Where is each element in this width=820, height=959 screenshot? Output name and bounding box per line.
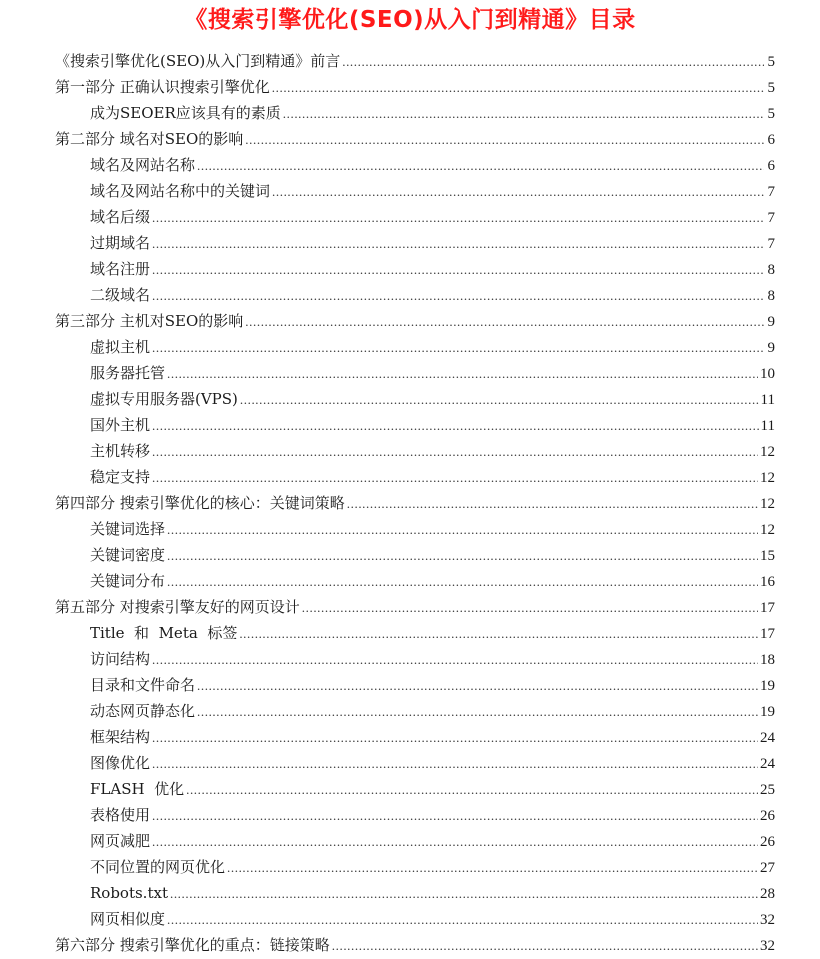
toc-entry-label: 第六部分 搜索引擎优化的重点：链接策略 [55,936,330,954]
toc-entry-page: 6 [767,132,775,148]
dot-leader [347,491,758,517]
toc-entry-page: 19 [760,678,775,694]
toc-entry-label: 国外主机 [90,416,151,434]
toc-entry[interactable] [55,74,775,100]
toc-entry-page: 11 [760,392,775,408]
dot-leader [167,569,758,595]
dot-leader [197,673,758,699]
dot-leader [272,179,764,205]
toc-entry-page: 12 [760,444,775,460]
dot-leader [152,647,758,673]
dot-leader [152,465,758,491]
toc-entry[interactable] [55,698,775,724]
dot-leader [342,49,764,75]
dot-leader [245,127,764,153]
toc-entry[interactable] [55,204,775,230]
toc-entry-label: 域名及网站名称中的关键词 [90,182,271,200]
toc-entry-label: FLASH 优化 [90,780,185,798]
toc-entry[interactable] [55,230,775,256]
dot-leader [227,855,758,881]
toc-entry[interactable] [55,334,775,360]
toc-entry[interactable] [55,412,775,438]
toc-entry-page: 25 [760,782,775,798]
dot-leader [152,283,764,309]
dot-leader [197,699,758,725]
toc-entry-label: 域名及网站名称 [90,156,196,174]
dot-leader [152,231,764,257]
toc-entry-page: 7 [767,184,775,200]
toc-entry-page: 24 [760,730,775,746]
toc-entry-label: 不同位置的网页优化 [90,858,226,876]
dot-leader [167,517,758,543]
toc-entry[interactable] [55,620,775,646]
toc-entry-label: 域名后缀 [90,208,151,226]
toc-entry-page: 17 [760,626,775,642]
toc-entry-page: 15 [760,548,775,564]
toc-entry[interactable] [55,386,775,412]
toc-entry[interactable] [55,100,775,126]
document-title: 《搜索引擎优化(SEO)从入门到精通》目录 [184,7,636,33]
toc-entry-label: 关键词分布 [90,572,166,590]
toc-entry-page: 8 [767,288,775,304]
dot-leader [272,75,764,101]
toc-entry-page: 32 [760,912,775,928]
toc-entry-page: 7 [767,210,775,226]
toc-entry-page: 26 [760,808,775,824]
toc-entry-label: Robots.txt [90,884,168,902]
dot-leader [197,153,764,179]
toc-entry[interactable] [55,906,775,932]
toc-entry[interactable] [55,750,775,776]
dot-leader [152,257,764,283]
dot-leader [167,361,758,387]
toc-entry[interactable] [55,828,775,854]
dot-leader [283,101,764,127]
dot-leader [152,829,758,855]
toc-entry-label: Title 和 Meta 标签 [90,624,238,642]
dot-leader [167,907,758,933]
toc-entry-page: 18 [760,652,775,668]
toc-entry-page: 9 [767,314,775,330]
toc-entry-page: 5 [767,106,775,122]
toc-entry-page: 19 [760,704,775,720]
toc-entry-page: 9 [767,340,775,356]
toc-entry-page: 7 [767,236,775,252]
toc-entry-label: 关键词密度 [90,546,166,564]
toc-entry-label: 服务器托管 [90,364,166,382]
toc-entry[interactable] [55,178,775,204]
toc-entry[interactable] [55,516,775,542]
toc-entry[interactable] [55,126,775,152]
toc-entry[interactable] [55,880,775,906]
toc-entry-label: 主机转移 [90,442,151,460]
toc-entry-label: 第一部分 正确认识搜索引擎优化 [55,78,270,96]
toc-entry-page: 12 [760,496,775,512]
toc-entry-label: 目录和文件命名 [90,676,196,694]
toc-entry[interactable] [55,256,775,282]
toc-entry-page: 12 [760,522,775,538]
toc-entry-label: 第二部分 域名对SEO的影响 [55,130,244,148]
toc-entry-label: 域名注册 [90,260,151,278]
toc-entry-label: 稳定支持 [90,468,151,486]
toc-entry[interactable] [55,542,775,568]
dot-leader [152,803,758,829]
toc-entry-label: 过期域名 [90,234,151,252]
toc-entry-label: 二级域名 [90,286,151,304]
toc-entry[interactable] [55,48,775,74]
toc-entry[interactable] [55,464,775,490]
toc-entry-label: 《搜索引擎优化(SEO)从入门到精通》前言 [55,52,341,70]
toc-entry-label: 动态网页静态化 [90,702,196,720]
dot-leader [152,751,758,777]
toc-entry-page: 5 [767,54,775,70]
toc-entry-label: 网页减肥 [90,832,151,850]
toc-entry-label: 图像优化 [90,754,151,772]
toc-entry-label: 第五部分 对搜索引擎友好的网页设计 [55,598,300,616]
dot-leader [332,933,758,959]
toc-entry[interactable] [55,802,775,828]
dot-leader [152,413,759,439]
toc-entry-page: 5 [767,80,775,96]
toc-entry-label: 访问结构 [90,650,151,668]
toc-entry-label: 关键词选择 [90,520,166,538]
toc-entry-page: 11 [760,418,775,434]
toc-entry-page: 8 [767,262,775,278]
toc-entry[interactable] [55,854,775,880]
toc-entry-label: 第三部分 主机对SEO的影响 [55,312,244,330]
dot-leader [186,777,758,803]
toc-entry-page: 26 [760,834,775,850]
toc-entry[interactable] [55,360,775,386]
toc-entry-page: 16 [760,574,775,590]
toc-entry[interactable] [55,282,775,308]
toc-entry[interactable] [55,724,775,750]
toc-entry[interactable] [55,438,775,464]
toc-entry-label: 虚拟主机 [90,338,151,356]
toc-entry[interactable] [55,646,775,672]
toc-entry-label: 虚拟专用服务器(VPS) [90,390,238,408]
toc-entry-page: 32 [760,938,775,954]
table-of-contents [55,48,775,958]
dot-leader [245,309,764,335]
toc-entry-page: 17 [760,600,775,616]
dot-leader [152,725,758,751]
toc-entry-label: 框架结构 [90,728,151,746]
toc-entry-label: 表格使用 [90,806,151,824]
toc-entry-page: 27 [760,860,775,876]
dot-leader [167,543,758,569]
dot-leader [170,881,758,907]
toc-entry[interactable] [55,594,775,620]
toc-entry[interactable] [55,672,775,698]
dot-leader [152,205,764,231]
dot-leader [239,621,758,647]
toc-entry[interactable] [55,490,775,516]
toc-entry-page: 28 [760,886,775,902]
dot-leader [240,387,759,413]
toc-entry-label: 第四部分 搜索引擎优化的核心：关键词策略 [55,494,345,512]
toc-entry-label: 网页相似度 [90,910,166,928]
toc-entry-label: 成为SEOER应该具有的素质 [90,104,281,122]
toc-entry-page: 6 [767,158,775,174]
toc-entry[interactable] [55,568,775,594]
dot-leader [302,595,758,621]
toc-entry[interactable] [55,932,775,958]
toc-entry[interactable] [55,776,775,802]
dot-leader [152,439,758,465]
toc-entry[interactable] [55,308,775,334]
toc-entry-page: 12 [760,470,775,486]
toc-entry[interactable] [55,152,775,178]
dot-leader [152,335,764,361]
toc-entry-page: 10 [760,366,775,382]
toc-entry-page: 24 [760,756,775,772]
